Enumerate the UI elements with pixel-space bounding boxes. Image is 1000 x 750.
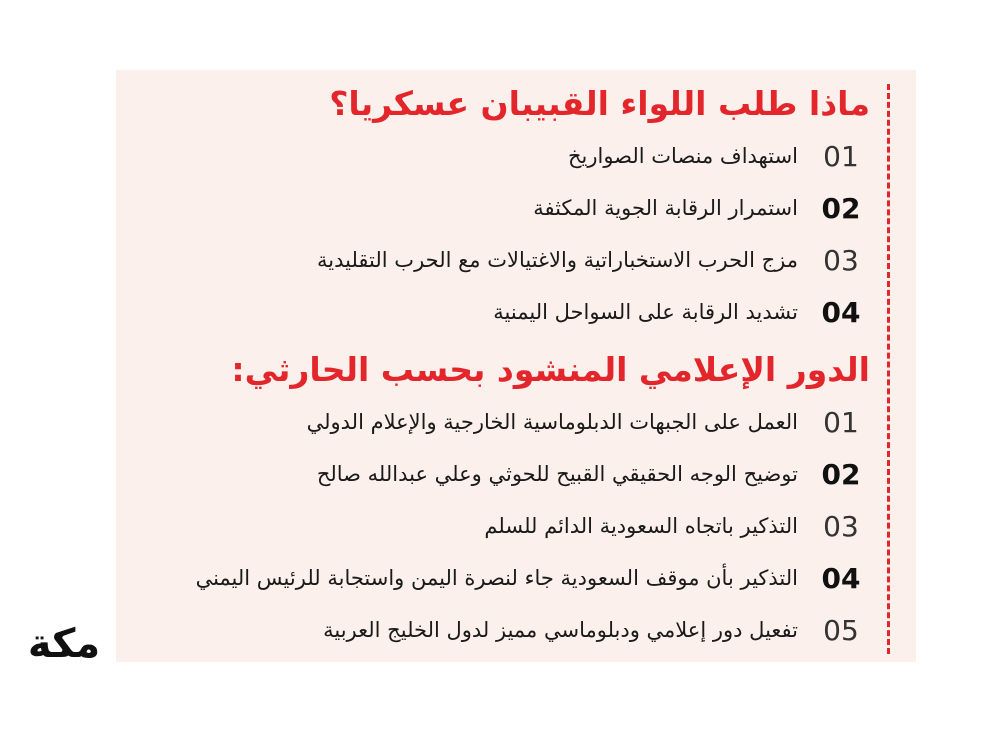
item-number: 05 <box>823 613 859 647</box>
list-item <box>150 604 870 656</box>
list-item <box>150 396 870 448</box>
item-text: استهداف منصات الصواريخ <box>567 144 798 168</box>
section1-title: ماذا طلب اللواء القبيبان عسكريا؟ <box>329 84 870 123</box>
section2-title: الدور الإعلامي المنشود بحسب الحارثي: <box>231 350 870 389</box>
item-number: 02 <box>821 457 861 491</box>
item-number: 01 <box>823 405 859 439</box>
list-item <box>150 552 870 604</box>
list-item <box>150 182 870 234</box>
list-item <box>150 500 870 552</box>
item-number: 01 <box>823 139 859 173</box>
item-text: العمل على الجبهات الدبلوماسية الخارجية والإعلام الدولي <box>306 410 798 434</box>
item-text: تشديد الرقابة على السواحل اليمنية <box>493 300 798 324</box>
item-text: التذكير بأن موقف السعودية جاء لنصرة اليمن واستجابة للرئيس اليمني <box>195 566 798 590</box>
item-text: مزج الحرب الاستخباراتية والاغتيالات مع الحرب التقليدية <box>317 248 798 272</box>
item-number: 04 <box>821 295 861 329</box>
item-text: توضيح الوجه الحقيقي القبيح للحوثي وعلي عبدالله صالح <box>316 462 798 486</box>
item-number: 03 <box>823 243 859 277</box>
makkah-logo: مكة <box>27 621 101 667</box>
list-item <box>150 448 870 500</box>
infographic-content <box>150 78 870 656</box>
dashed-divider <box>887 84 890 654</box>
item-text: تفعيل دور إعلامي ودبلوماسي مميز لدول الخليج العربية <box>323 618 798 642</box>
item-number: 04 <box>821 561 861 595</box>
item-number: 03 <box>823 509 859 543</box>
list-item <box>150 234 870 286</box>
item-number: 02 <box>821 191 861 225</box>
item-text: التذكير باتجاه السعودية الدائم للسلم <box>484 514 798 538</box>
item-text: استمرار الرقابة الجوية المكثفة <box>533 196 798 220</box>
list-item <box>150 130 870 182</box>
list-item <box>150 286 870 338</box>
